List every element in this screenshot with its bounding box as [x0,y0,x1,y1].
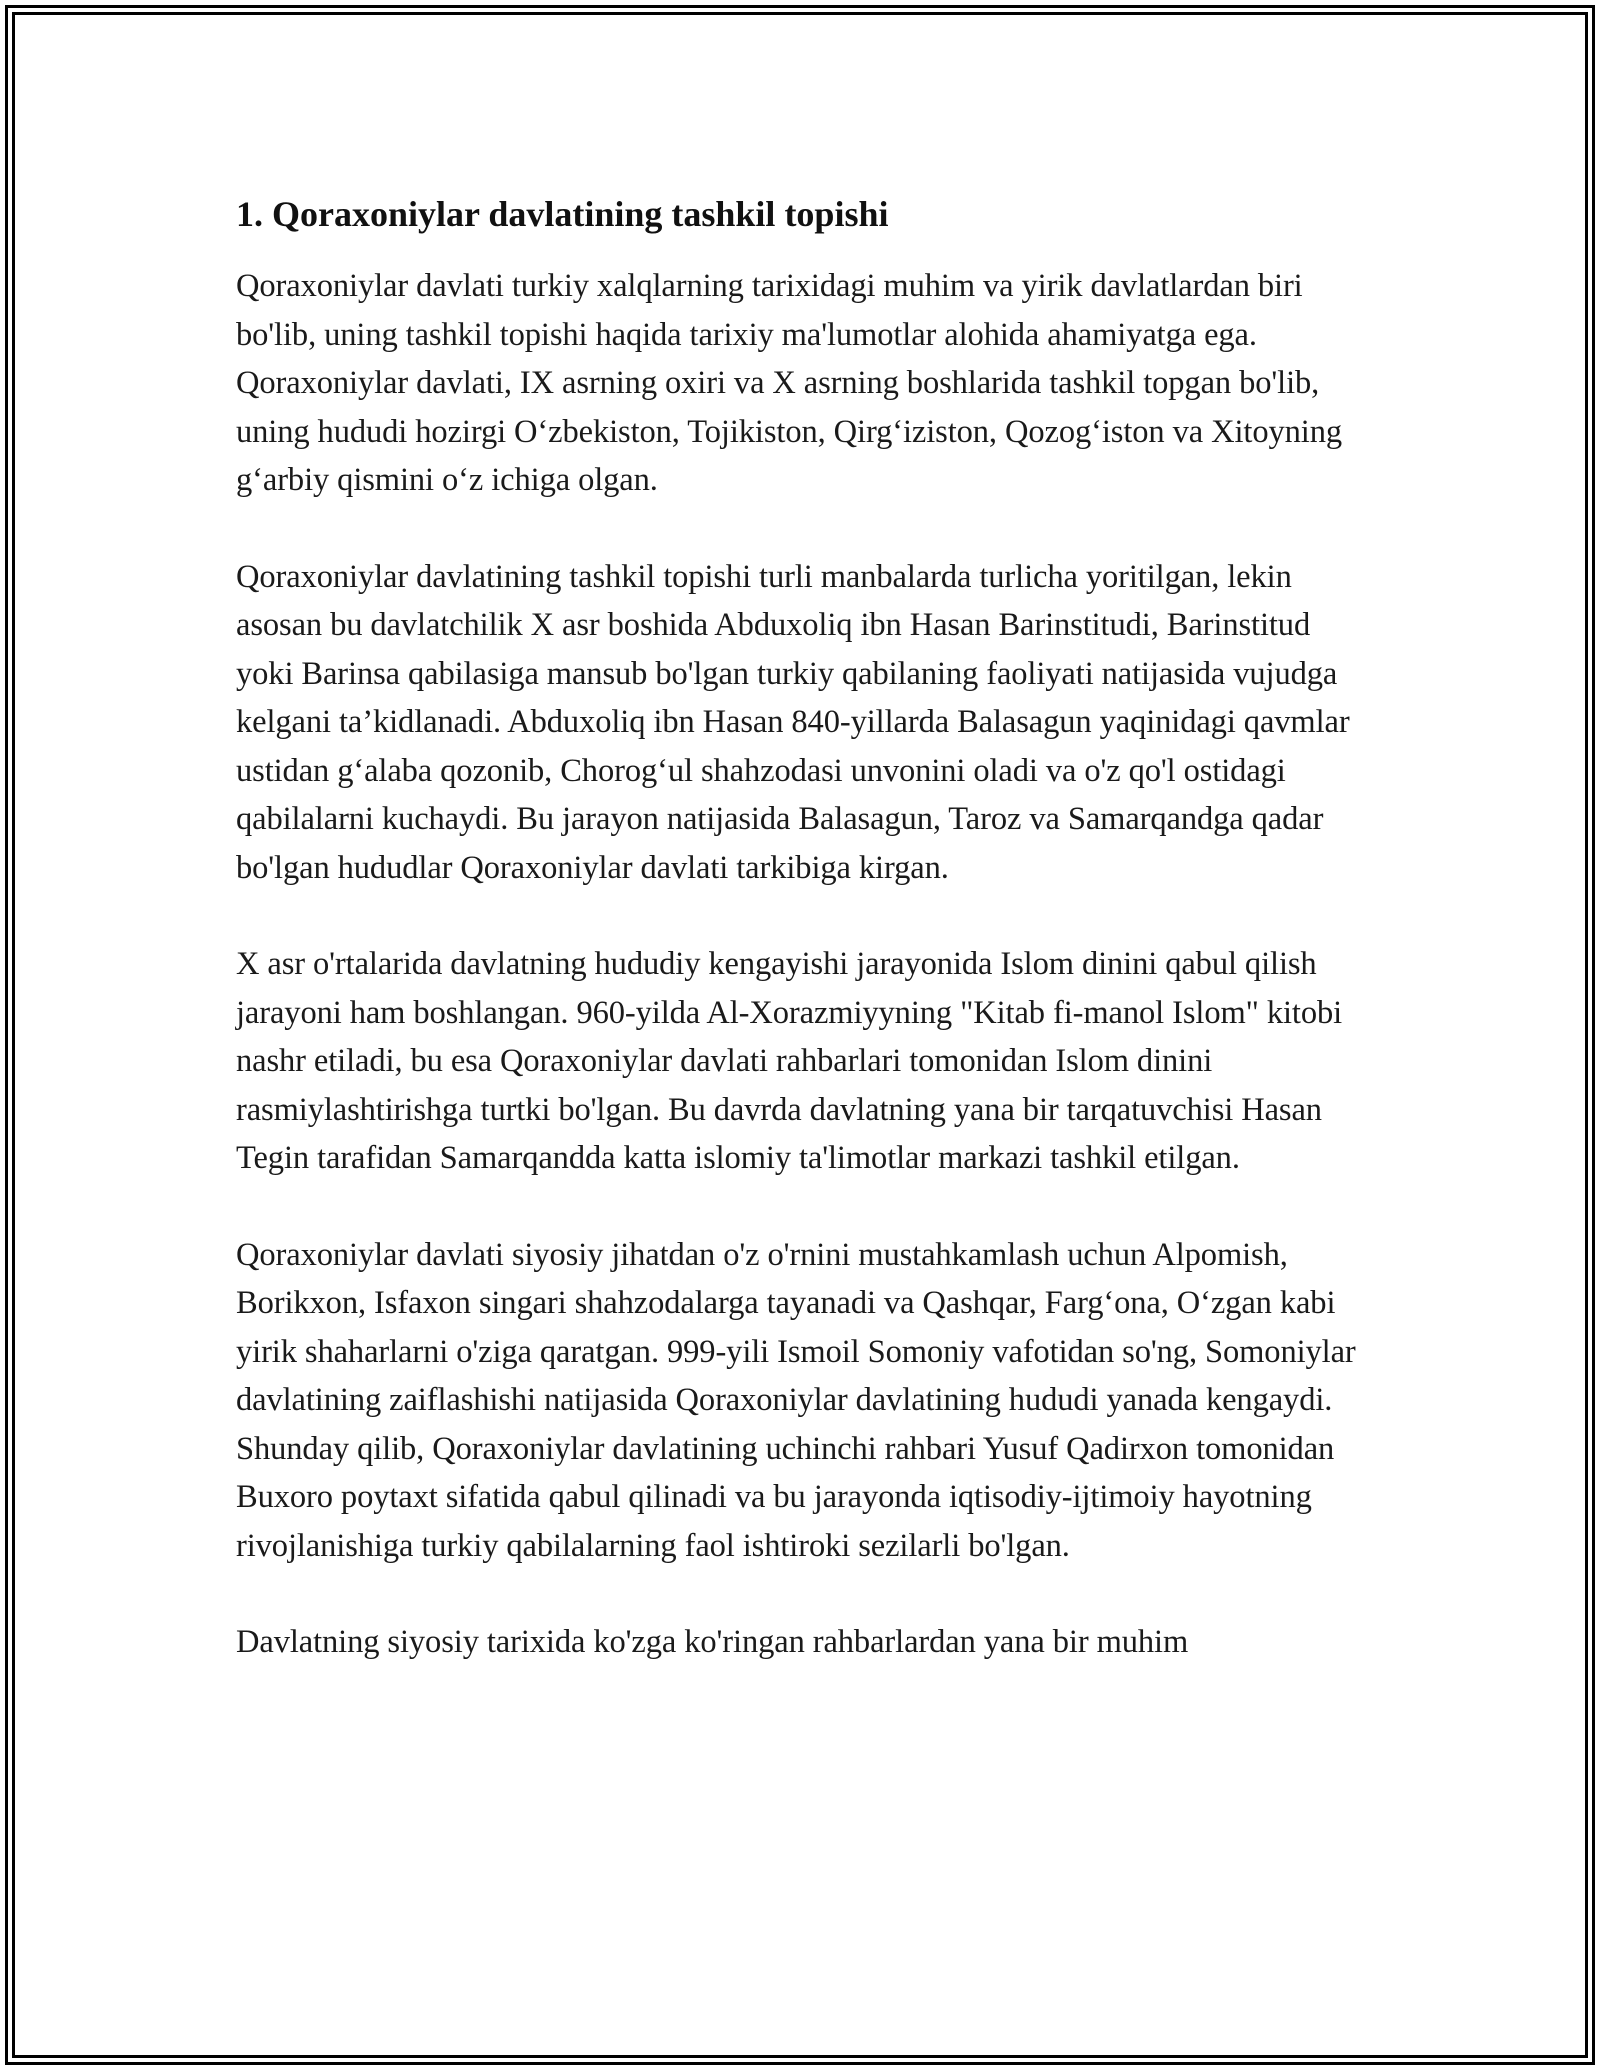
paragraph-4: Qoraxoniylar davlati siyosiy jihatdan o'z o'rnini mustahkamlash uchun Alpomish, Borikxon, Isfaxon singari shahzodalarga tayanadi va Qashqar, Farg‘ona, O‘zgan kabi yirik shaharlarni o'ziga qaratgan. 999-yili Ismoil Somoniy vafotidan so'ng, Somoniylar davlatining zaiflashishi natijasida Qoraxoniylar davlatining hududi yanada kengaydi. Shunday qilib, Qoraxoniylar davlatining uchinchi rahbari Yusuf Qadirxon tomonidan Buxoro poytaxt sifatida qabul qilinadi va bu jarayonda iqtisodiy-ijtimoiy hayotning rivojlanishiga turkiy qabilalarning faol ishtiroki sezilarli bo'lgan. [236,1236,1356,1564]
document-body [236,186,1356,1715]
paragraph-1: Qoraxoniylar davlati turkiy xalqlarning tarixidagi muhim va yirik davlatlardan biri bo'lib, uning tashkil topishi haqida tarixiy ma'lumotlar alohida ahamiyatga ega. Qoraxoniylar davlati, IX asrning oxiri va X asrning boshlarida tashkil topgan bo'lib, uning hududi hozirgi O‘zbekiston, Tojikiston, Qirg‘iziston, Qozog‘iston va Xitoyning g‘arbiy qismini o‘z ichiga olgan. [236,268,1342,498]
paragraph-5: Davlatning siyosiy tarixida ko'zga ko'ringan rahbarlardan yana bir muhim [236,1624,1189,1660]
paragraph-2: Qoraxoniylar davlatining tashkil topishi turli manbalarda turlicha yoritilgan, lekin asosan bu davlatchilik X asr boshida Abduxoliq ibn Hasan Barinstitudi, Barinstitud yoki Barinsa qabilasiga mansub bo'lgan turkiy qabilaning faoliyati natijasida vujudga kelgani ta’kidlanadi. Abduxoliq ibn Hasan 840-yillarda Balasagun yaqinidagi qavmlar ustidan g‘alaba qozonib, Chorog‘ul shahzodasi unvonini oladi va o'z qo'l ostidagi qabilalarni kuchaydi. Bu jarayon natijasida Balasagun, Taroz va Samarqandga qadar bo'lgan hududlar Qoraxoniylar davlati tarkibiga kirgan. [236,558,1350,886]
paragraph-3: X asr o'rtalarida davlatning hududiy kengayishi jarayonida Islom dinini qabul qilish jarayoni ham boshlangan. 960-yilda Al-Xorazmiyyning "Kitab fi-manol Islom" kitobi nashr etiladi, bu esa Qoraxoniylar davlati rahbarlari tomonidan Islom dinini rasmiylashtirishga turtki bo'lgan. Bu davrda davlatning yana bir tarqatuvchisi Hasan Tegin tarafidan Samarqandda katta islomiy ta'limotlar markazi tashkil etilgan. [236,946,1343,1176]
section-heading: 1. Qoraxoniylar davlatining tashkil topishi [236,194,889,234]
